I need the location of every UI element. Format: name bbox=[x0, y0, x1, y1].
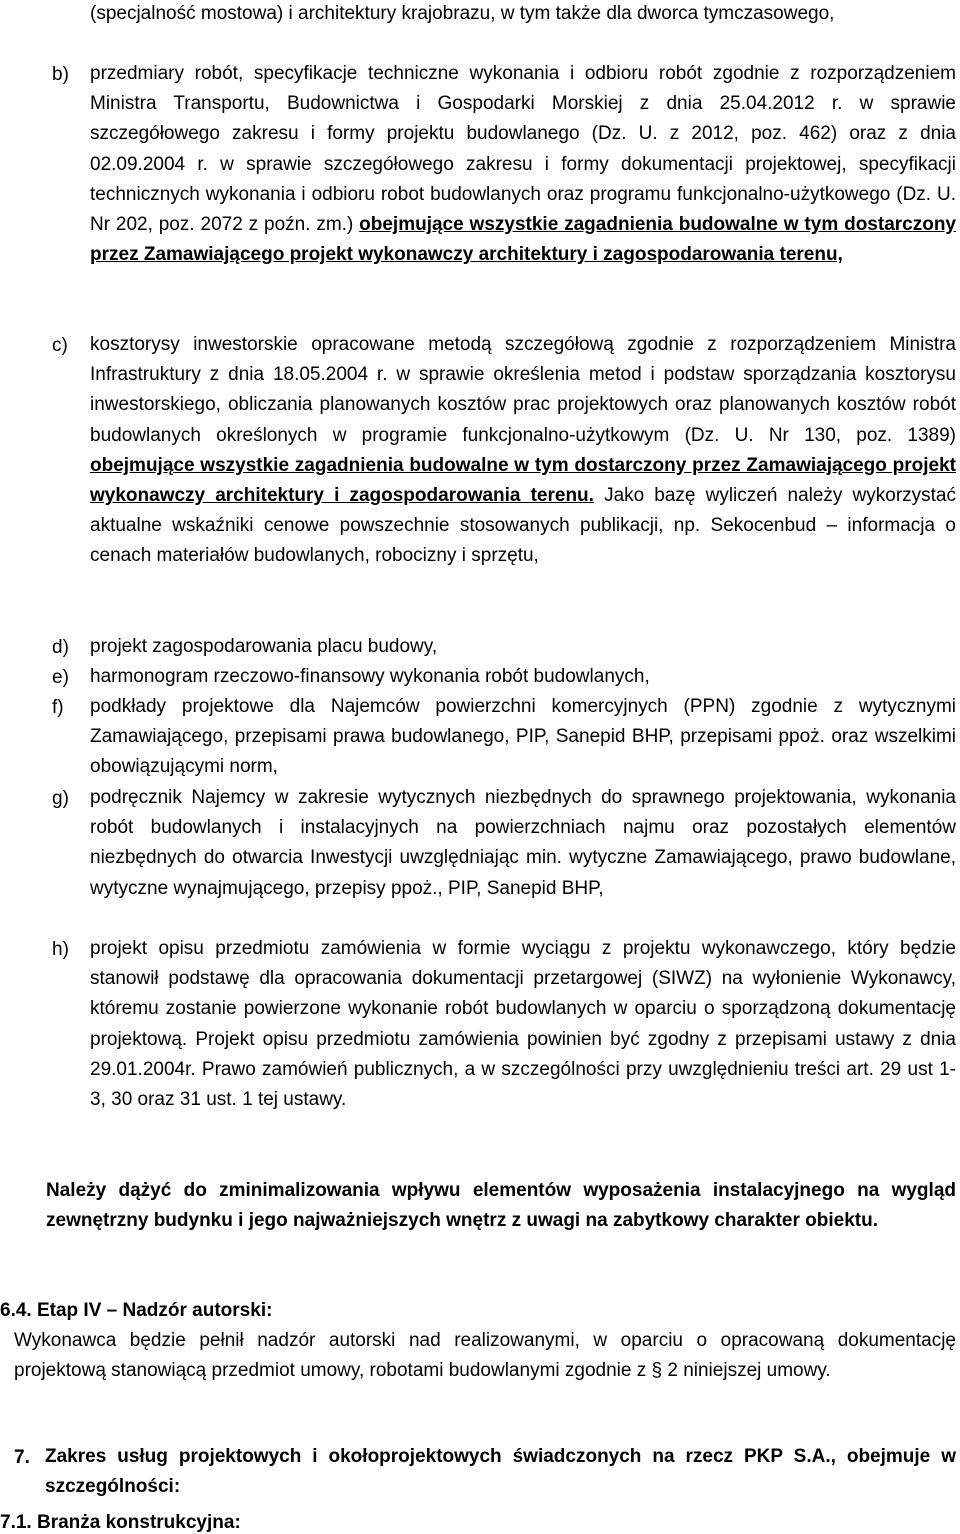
list-text-body: kosztorysy inwestorskie opracowane metodą szczegółową zgodnie z rozporządzeniem Ministra Infrastruktury z dnia 18.05.2004 r. w sprawie określenia metod i podstaw sporządzania kosztorysu inwestorskiego, obliczania planowanych kosztów prac projektowych oraz planowanych kosztów robót budowlanych określonych w programie funkcjonalno-użytkowym (Dz. U. Nr 130, poz. 1389) bbox=[90, 334, 956, 446]
intro-text: (specjalność mostowa) i architektury krajobrazu, w tym także dla dworca tymczasowego, bbox=[90, 3, 835, 24]
list-label: g) bbox=[52, 788, 69, 809]
section-title: Branża konstrukcyjna: bbox=[36, 1512, 241, 1533]
list-text: podręcznik Najemcy w zakresie wytycznych niezbędnych do sprawnego projektowania, wykonania robót budowlanych i instalacyjnych na powierzchniach najmu oraz pozostałych elementów niezbędnych do otwarcia Inwestycji uwzględniając min. wytyczne Zamawiającego, prawo budowlane, wytyczne wynajmującego, przepisy ppoż., PIP, Sanepid BHP, bbox=[90, 787, 956, 899]
section-number: 7.1. bbox=[0, 1512, 32, 1533]
section-heading-6-4 bbox=[0, 1300, 272, 1322]
list-label: h) bbox=[52, 939, 69, 960]
section-heading-7-1 bbox=[0, 1512, 241, 1534]
bold-note: Należy dążyć do zminimalizowania wpływu elementów wyposażenia instalacyjnego na wygląd zewnętrzny budynku i jego najważniejszych wnętrz z uwagi na zabytkowy charakter obiektu. bbox=[46, 1180, 956, 1232]
list-label: c) bbox=[52, 335, 68, 356]
list-text bbox=[90, 59, 956, 270]
section-number: 7. bbox=[14, 1447, 30, 1468]
list-label: f) bbox=[52, 697, 64, 718]
list-label: d) bbox=[52, 637, 69, 658]
list-text-underlined: obejmujące wszystkie zagadnienia budowalne w tym dostarczony przez Zamawiającego projekt wykonawczy architektury i zagospodarowania terenu. bbox=[90, 454, 956, 507]
section-title: Zakres usług projektowych i okołoprojektowych świadczonych na rzecz PKP S.A., obejmuje w szczególności: bbox=[45, 1446, 956, 1498]
list-text: projekt opisu przedmiotu zamówienia w formie wyciągu z projektu wykonawczego, który będzie stanowił podstawę dla opracowania dokumentacji przetargowej (SIWZ) na wyłonienie Wykonawcy, któremu zostanie powierzone wykonanie robót budowlanych w oparciu o sporządzoną dokumentację projektową. Projekt opisu przedmiotu zamówienia powinien być zgodny z przepisami ustawy z dnia 29.01.2004r. Prawo zamówień publicznych, a w szczególności przy uwzględnieniu treści art. 29 ust 1-3, 30 oraz 31 ust. 1 tej ustawy. bbox=[90, 938, 956, 1111]
list-text-after: Jako bazę wyliczeń należy wykorzystać aktualne wskaźniki cenowe powszechnie stosowanych publikacji, np. Sekocenbud – informacja o cenach materiałów budowlanych, robocizny i sprzętu, bbox=[90, 485, 956, 567]
list-text: podkłady projektowe dla Najemców powierzchni komercyjnych (PPN) zgodnie z wytycznymi Zamawiającego, przepisami prawa budowlanego, PIP, Sanepid BHP, przepisami ppoż. oraz wszelkimi obowiązującymi norm, bbox=[90, 696, 956, 778]
list-label: b) bbox=[52, 64, 69, 85]
section-title: Etap IV – Nadzór autorski: bbox=[36, 1300, 273, 1321]
list-text: projekt zagospodarowania placu budowy, bbox=[90, 636, 438, 657]
section-number: 6.4. bbox=[0, 1300, 32, 1321]
list-label: e) bbox=[52, 667, 69, 688]
list-text-underlined: obejmujące wszystkie zagadnienia budowalne w tym dostarczony przez Zamawiającego projekt wykonawczy architektury i zagospodarowania terenu, bbox=[90, 214, 956, 266]
list-text bbox=[90, 330, 956, 572]
list-text-body: przedmiary robót, specyfikacje techniczne wykonania i odbioru robót zgodnie z rozporządzeniem Ministra Transportu, Budownictwa i Gospodarki Morskiej z dnia 25.04.2012 r. w sprawie szczegółowego zakresu i formy projektu budowlanego (Dz. U. z 2012, poz. 462) oraz z dnia 02.09.2004 r. w sprawie szczegółowego zakresu i formy dokumentacji projektowej, specyfikacji technicznych wykonania i odbioru robot budowlanych oraz programu funkcjonalno-użytkowego (Dz. U. Nr 202, poz. 2072 z poźn. zm.) bbox=[90, 63, 956, 236]
list-text: harmonogram rzeczowo-finansowy wykonania robót budowlanych, bbox=[90, 666, 650, 687]
section-6-4-text: Wykonawca będzie pełnił nadzór autorski nad realizowanymi, w oparciu o opracowaną dokumentację projektową stanowiącą przedmiot umowy, robotami budowlanymi zgodnie z § 2 niniejszej umowy. bbox=[14, 1330, 956, 1382]
